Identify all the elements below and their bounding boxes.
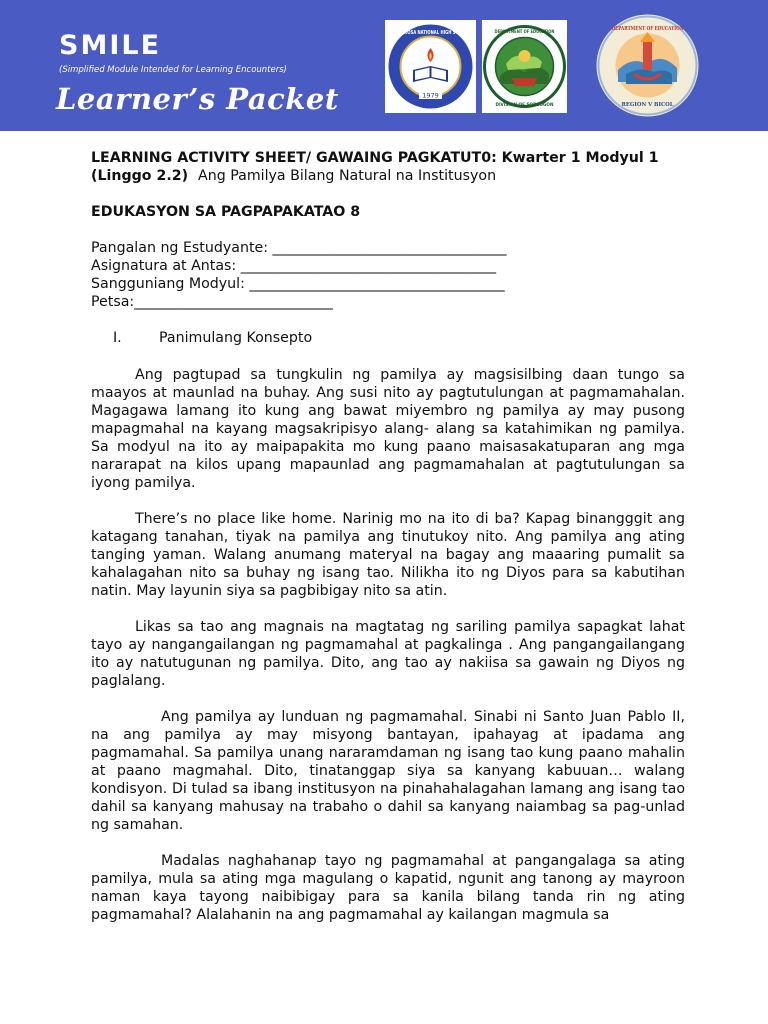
packet-title: Learner’s Packet xyxy=(56,82,339,116)
division-seal-logo xyxy=(482,20,570,113)
school-seal-icon xyxy=(385,20,476,113)
document-body xyxy=(91,149,685,924)
section-number: I. xyxy=(113,330,122,346)
lesson-title: Ang Pamilya Bilang Natural na Institusyon xyxy=(198,168,497,184)
activity-heading-bold: LEARNING ACTIVITY SHEET/ GAWAING PAGKATUT0: Kwarter 1 Modyul 1 (Linggo 2.2) xyxy=(91,150,659,184)
student-info-fields xyxy=(91,239,685,311)
brand-title: SMILE xyxy=(59,30,162,61)
student-name-field[interactable]: Pangalan ng Estudyante: _________________________________ xyxy=(91,240,507,256)
school-seal-year: 1979 xyxy=(422,91,439,100)
paragraph: Ang pagtupad sa tungkulin ng pamilya ay magsisilbing daan tungo sa maayos at maunlad na buhay. Ang susi nito ay pagtutulungan at pagmamahalan. Magagawa lamang ito kung ang bawat miyembro ng pamilya ay may pusong mapagmahal na kayang magsakripisyo alang- alang sa katahimikan ng pamilya. Sa modyul na ito ay maipapakita mo kung paano maisasakatuparan ang mga nararapat na kilos upang mapaunlad ang pagmamahalan at pagtutulungan sa iyong pamilya. xyxy=(91,367,685,491)
paragraph: Madalas naghahanap tayo ng pagmamahal at pangangalaga sa ating pamilya, mula sa ating mga magulang o kapatid, ngunit ang tanong ay mayroon naman kaya tayong naibibigay para sa kanila bilang tanda rin ng ating pagmamahal? Alalahanin na ang pagmamahal ay kailangan magmula sa xyxy=(91,853,685,923)
division-seal-top-text: DEPARTMENT OF EDUCATION xyxy=(494,30,570,35)
paragraph: Ang pamilya ay lunduan ng pagmamahal. Sinabi ni Santo Juan Pablo II, na ang pamilya ay may misyong bantayan, ipahayag at ipadama ang pagmamahal. Sa pamilya unang nararamdaman ng isang tao kung paano mahalin at paano magmahal. Dito, tinatanggap siya sa kanyang kabuuan… walang kondisyon. Di tulad sa ibang institusyon na pinahahalagahan lamang ang isang tao dahil sa kanyang mahusay na trabaho o dahil sa kanyang naiambag sa pag-unlad ng samahan. xyxy=(91,709,685,833)
division-seal-icon xyxy=(482,20,570,113)
brand-tagline: (Simplified Module Intended for Learning Encounters) xyxy=(59,65,287,75)
region-seal-top-text: DEPARTMENT OF EDUCATION xyxy=(611,26,684,32)
region-seal-bottom-text: REGION V BICOL xyxy=(621,102,674,108)
date-field[interactable]: Petsa:____________________________ xyxy=(91,294,333,310)
region-seal-logo xyxy=(596,12,699,119)
subject-grade-field[interactable]: Asignatura at Antas: ____________________________________ xyxy=(91,258,497,274)
paragraph: There’s no place like home. Narinig mo na ito di ba? Kapag binangggit ang katagang tanahan, tiyak na pamilya ang tinutukoy nito. Ang pamilya ang ating tanging yaman. Walang anumang materyal na bagay ang maaaring pumalit sa kahalagahan nito sa buhay ng isang tao. Nilikha ito ng Diyos para sa kabutihan natin. May layunin siya sa pagbibigay nito sa atin. xyxy=(91,511,685,599)
school-seal-text: MILAGROSA NATIONAL HIGH SCHOOL xyxy=(390,30,472,36)
section-heading xyxy=(91,329,685,347)
region-seal-icon xyxy=(596,12,699,119)
activity-heading xyxy=(91,149,685,185)
division-seal-bottom-text: DIVISION OF SORSOGON xyxy=(495,103,559,108)
section-title: Panimulang Konsepto xyxy=(159,330,313,346)
subject-title: EDUKASYON SA PAGPAPAKATAO 8 xyxy=(91,204,361,220)
reference-module-field[interactable]: Sangguniang Modyul: ____________________________________ xyxy=(91,276,505,292)
school-seal-logo xyxy=(385,20,476,113)
paragraph: Likas sa tao ang magnais na magtatag ng sariling pamilya sapagkat lahat tayo ay nangangailangan ng pagmamahal at pagkalinga . Ang pangangailangang ito ay natutugunan ng pamilya. Dito, ang tao ay nakiisa sa gawain ng Diyos ng paglalang. xyxy=(91,619,685,689)
header-banner xyxy=(0,0,768,131)
